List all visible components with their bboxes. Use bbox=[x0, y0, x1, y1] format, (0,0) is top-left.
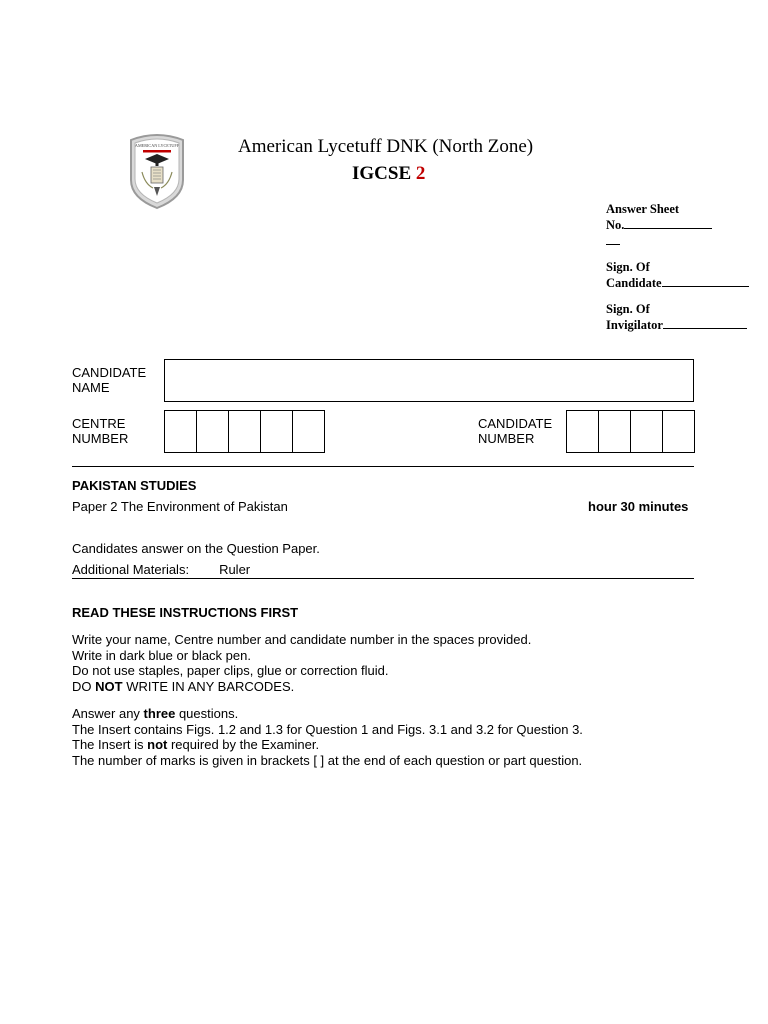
sign-invigilator-line[interactable] bbox=[663, 317, 747, 329]
answer-sheet-no-line[interactable] bbox=[624, 217, 712, 229]
svg-text:AMERICAN LYCETUFF: AMERICAN LYCETUFF bbox=[134, 143, 180, 148]
instructions-heading: READ THESE INSTRUCTIONS FIRST bbox=[72, 605, 299, 620]
sign-invigilator-field bbox=[606, 302, 756, 333]
instruction-text: questions. bbox=[175, 706, 239, 721]
sign-candidate-label: Sign. Of bbox=[606, 260, 650, 274]
instruction-line bbox=[72, 679, 712, 695]
candidate-digit-box[interactable] bbox=[566, 410, 599, 453]
instruction-text: Answer any bbox=[72, 706, 144, 721]
divider bbox=[72, 578, 694, 579]
centre-number-label bbox=[72, 416, 128, 446]
instructions-block-1 bbox=[72, 632, 712, 694]
candidate-name-label bbox=[72, 365, 146, 395]
instruction-line: The Insert contains Figs. 1.2 and 1.3 for Question 1 and Figs. 3.1 and 3.2 for Question 3. bbox=[72, 721, 583, 737]
instructions-block-2 bbox=[72, 706, 712, 768]
sign-candidate-line[interactable] bbox=[662, 275, 749, 287]
exam-number: 2 bbox=[415, 163, 426, 184]
materials-value: Ruler bbox=[219, 562, 251, 577]
additional-materials bbox=[72, 562, 250, 577]
centre-digit-box[interactable] bbox=[292, 410, 325, 453]
candidate-name-label-line1: CANDIDATE bbox=[72, 365, 147, 380]
instruction-line: Do not use staples, paper clips, glue or correction fluid. bbox=[72, 663, 389, 679]
sign-candidate-label-2: Candidate bbox=[606, 276, 662, 290]
candidate-number-label bbox=[478, 416, 552, 446]
school-logo bbox=[127, 132, 187, 210]
instruction-line: The number of marks is given in brackets [ ] at the end of each question or part question. bbox=[72, 752, 583, 768]
instruction-emphasis: not bbox=[147, 737, 168, 753]
centre-digit-box[interactable] bbox=[196, 410, 229, 453]
paper-duration: hour 30 minutes bbox=[588, 499, 689, 514]
instruction-line: Write your name, Centre number and candidate number in the spaces provided. bbox=[72, 632, 532, 647]
materials-label: Additional Materials: bbox=[72, 562, 190, 577]
centre-digit-box[interactable] bbox=[228, 410, 261, 453]
instruction-line: Write in dark blue or black pen. bbox=[72, 647, 251, 663]
candidate-digit-box[interactable] bbox=[662, 410, 695, 453]
instruction-text: WRITE IN ANY BARCODES. bbox=[122, 678, 295, 694]
instruction-text: The Insert is bbox=[72, 737, 148, 753]
divider bbox=[72, 466, 694, 467]
candidate-digit-box[interactable] bbox=[598, 410, 631, 453]
centre-number-label-line2: NUMBER bbox=[72, 431, 129, 446]
answer-sheet-no-line-cont bbox=[606, 233, 620, 245]
shield-crest-icon bbox=[127, 132, 187, 210]
centre-number-boxes bbox=[164, 410, 325, 453]
paper-title: Paper 2 The Environment of Pakistan bbox=[72, 499, 288, 514]
exam-prefix: IGCSE bbox=[352, 163, 416, 184]
candidate-name-box[interactable] bbox=[164, 359, 694, 402]
candidate-name-label-line2: NAME bbox=[72, 380, 110, 395]
centre-digit-box[interactable] bbox=[164, 410, 197, 453]
sign-invigilator-label-2: Invigilator bbox=[606, 318, 663, 332]
centre-number-label-line1: CENTRE bbox=[72, 416, 126, 431]
instruction-emphasis: NOT bbox=[95, 678, 123, 694]
sign-candidate-field bbox=[606, 260, 756, 291]
instruction-text: DO bbox=[72, 678, 96, 694]
candidate-number-label-line1: CANDIDATE bbox=[478, 416, 553, 431]
instruction-emphasis: three bbox=[143, 706, 176, 721]
sign-invigilator-label: Sign. Of bbox=[606, 302, 650, 316]
answer-sheet-no-label: No. bbox=[606, 218, 625, 232]
candidate-digit-box[interactable] bbox=[630, 410, 663, 453]
answer-sheet-field bbox=[606, 202, 756, 249]
subject-title: PAKISTAN STUDIES bbox=[72, 478, 197, 493]
instruction-text: required by the Examiner. bbox=[167, 737, 320, 753]
candidate-number-boxes bbox=[566, 410, 695, 453]
school-name: American Lycetuff DNK (North Zone) bbox=[238, 136, 534, 157]
centre-digit-box[interactable] bbox=[260, 410, 293, 453]
instruction-line bbox=[72, 706, 712, 722]
answer-on-note: Candidates answer on the Question Paper. bbox=[72, 541, 320, 556]
candidate-number-label-line2: NUMBER bbox=[478, 431, 535, 446]
exam-title bbox=[352, 163, 425, 185]
answer-sheet-label: Answer Sheet bbox=[606, 202, 680, 216]
instruction-line bbox=[72, 737, 712, 753]
